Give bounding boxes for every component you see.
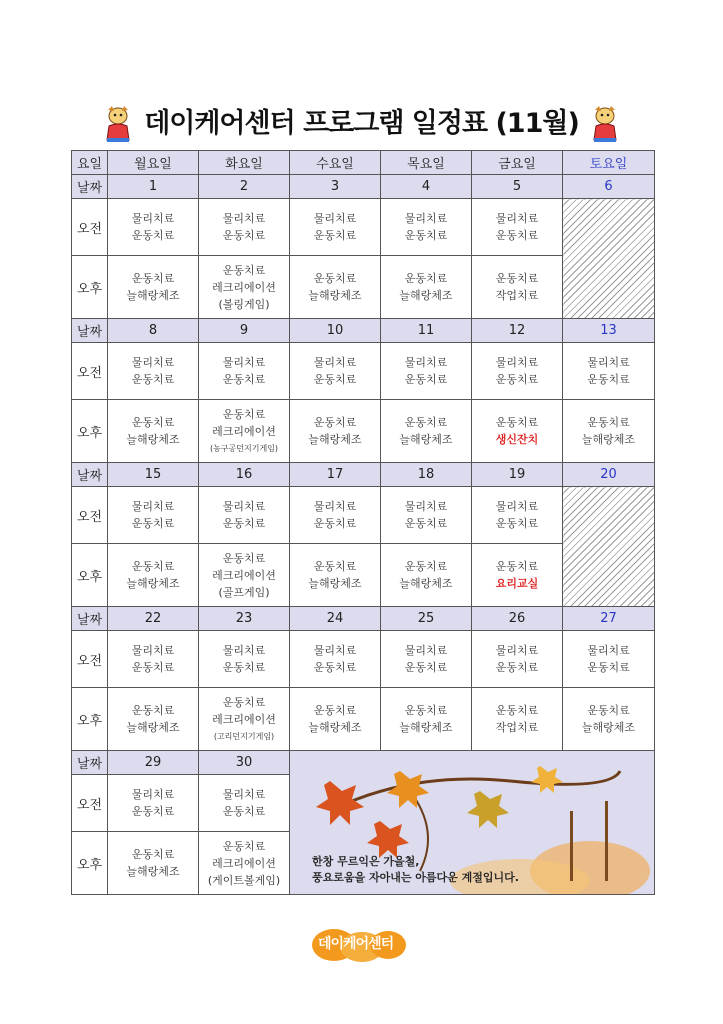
date-cell: 8 bbox=[108, 319, 199, 343]
am-cell bbox=[290, 487, 381, 544]
pm-row-label: 오후 bbox=[72, 688, 108, 751]
date-cell: 25 bbox=[381, 607, 472, 631]
pm-row-label: 오후 bbox=[72, 400, 108, 463]
am-cell bbox=[290, 199, 381, 256]
pm-cell bbox=[290, 544, 381, 607]
date-row bbox=[72, 319, 655, 343]
pm-cell bbox=[108, 544, 199, 607]
activity-list bbox=[199, 786, 289, 820]
activity-list bbox=[472, 498, 562, 532]
activity-item: 운동치료 bbox=[495, 272, 539, 285]
am-cell bbox=[199, 631, 290, 688]
activity-list bbox=[199, 498, 289, 532]
date-cell: 13 bbox=[563, 319, 655, 343]
activity-list bbox=[472, 642, 562, 676]
activity-item: 물리치료 bbox=[313, 500, 357, 513]
date-row-label: 날짜 bbox=[72, 319, 108, 343]
date-cell: 17 bbox=[290, 463, 381, 487]
activity-item: 생신잔치 bbox=[495, 433, 539, 446]
activity-item: 운동치료 bbox=[587, 373, 630, 386]
date-cell: 16 bbox=[199, 463, 290, 487]
activity-item: 운동치료 bbox=[131, 272, 175, 285]
activity-item: 운동치료 bbox=[131, 416, 175, 429]
date-cell: 1 bbox=[108, 175, 199, 199]
activity-item: 운동치료 bbox=[131, 517, 175, 530]
activity-item: 운동치료 bbox=[587, 416, 630, 429]
activity-item: 운동치료 bbox=[222, 517, 266, 530]
activity-item: 운동치료 bbox=[495, 661, 539, 674]
activity-item: 물리치료 bbox=[495, 644, 539, 657]
activity-list bbox=[563, 414, 654, 448]
date-row bbox=[72, 751, 655, 775]
am-cell bbox=[199, 343, 290, 400]
am-row bbox=[72, 199, 655, 256]
pm-cell bbox=[108, 400, 199, 463]
am-cell bbox=[472, 487, 563, 544]
am-cell bbox=[108, 343, 199, 400]
am-cell bbox=[108, 199, 199, 256]
activity-list bbox=[563, 354, 654, 388]
pm-cell bbox=[290, 256, 381, 319]
activity-list bbox=[199, 406, 289, 457]
activity-list bbox=[290, 702, 380, 736]
activity-item: 운동치료 bbox=[587, 704, 630, 717]
activity-list bbox=[108, 558, 198, 592]
activity-item: 늘해랑체조 bbox=[126, 289, 180, 302]
activity-list bbox=[199, 550, 289, 601]
date-cell: 20 bbox=[563, 463, 655, 487]
activity-list bbox=[290, 414, 380, 448]
activity-list bbox=[381, 354, 471, 388]
activity-item: 늘해랑체조 bbox=[126, 577, 180, 590]
activity-list bbox=[199, 354, 289, 388]
activity-list bbox=[381, 270, 471, 304]
activity-item: 운동치료 bbox=[495, 517, 539, 530]
pm-cell bbox=[472, 256, 563, 319]
date-cell: 27 bbox=[563, 607, 655, 631]
date-cell: 15 bbox=[108, 463, 199, 487]
weekday-tue: 화요일 bbox=[199, 151, 290, 175]
activity-list bbox=[108, 702, 198, 736]
activity-item: 운동치료 bbox=[404, 272, 448, 285]
weekday-mon: 월요일 bbox=[108, 151, 199, 175]
am-cell bbox=[290, 343, 381, 400]
activity-item: (볼링게임) bbox=[218, 297, 270, 311]
activity-item: 운동치료 bbox=[404, 661, 448, 674]
schedule-table bbox=[71, 150, 655, 895]
activity-list bbox=[563, 702, 654, 736]
date-cell: 9 bbox=[199, 319, 290, 343]
date-row-label: 날짜 bbox=[72, 751, 108, 775]
activity-list bbox=[563, 642, 654, 676]
am-cell bbox=[472, 199, 563, 256]
activity-list bbox=[472, 270, 562, 304]
photo-caption-line: 풍요로움을 자아내는 아름다운 계절입니다. bbox=[312, 871, 519, 884]
title-bar bbox=[0, 100, 723, 148]
activity-item: 운동치료 bbox=[587, 661, 630, 674]
pm-cell bbox=[472, 544, 563, 607]
date-cell: 26 bbox=[472, 607, 563, 631]
date-cell: 2 bbox=[199, 175, 290, 199]
autumn-illustration bbox=[290, 751, 655, 895]
activity-item: 늘해랑체조 bbox=[399, 577, 453, 590]
closed-day-cell bbox=[563, 199, 655, 319]
activity-item: 물리치료 bbox=[495, 356, 539, 369]
activity-item: 운동치료 bbox=[313, 272, 357, 285]
activity-item: 운동치료 bbox=[222, 695, 266, 709]
activity-item: 작업치료 bbox=[495, 721, 539, 734]
pm-cell bbox=[563, 400, 655, 463]
activity-item: 운동치료 bbox=[495, 229, 539, 242]
activity-list bbox=[472, 558, 562, 592]
activity-item: 늘해랑체조 bbox=[126, 865, 180, 878]
activity-item: 레크리에이션 bbox=[212, 712, 276, 726]
page-title: 데이케어센터 프로그램 일정표 (11월) bbox=[144, 108, 579, 139]
activity-item: 운동치료 bbox=[495, 704, 539, 717]
activity-list bbox=[108, 498, 198, 532]
am-row-label: 오전 bbox=[72, 199, 108, 256]
activity-item: (고리던지기게임) bbox=[213, 731, 275, 741]
activity-list bbox=[381, 642, 471, 676]
activity-item: 늘해랑체조 bbox=[399, 289, 453, 302]
activity-item: 운동치료 bbox=[131, 560, 175, 573]
activity-item: 운동치료 bbox=[313, 560, 357, 573]
am-row-label: 오전 bbox=[72, 775, 108, 832]
activity-list bbox=[108, 270, 198, 304]
activity-item: 물리치료 bbox=[222, 788, 266, 801]
date-cell: 4 bbox=[381, 175, 472, 199]
activity-item: 늘해랑체조 bbox=[126, 721, 180, 734]
activity-item: 물리치료 bbox=[131, 788, 175, 801]
activity-item: 운동치료 bbox=[495, 373, 539, 386]
am-cell bbox=[108, 487, 199, 544]
activity-item: 운동치료 bbox=[222, 263, 266, 277]
pm-cell bbox=[199, 256, 290, 319]
pm-cell bbox=[381, 400, 472, 463]
activity-item: 운동치료 bbox=[131, 848, 175, 861]
activity-item: 물리치료 bbox=[404, 500, 448, 513]
weekday-sat: 토요일 bbox=[563, 151, 655, 175]
activity-item: 운동치료 bbox=[131, 373, 175, 386]
pm-cell bbox=[472, 688, 563, 751]
pm-cell bbox=[290, 688, 381, 751]
activity-item: 물리치료 bbox=[313, 644, 357, 657]
activity-item: 물리치료 bbox=[587, 356, 630, 369]
activity-item: 늘해랑체조 bbox=[581, 433, 636, 446]
weekday-header-row bbox=[72, 151, 655, 175]
activity-item: 운동치료 bbox=[404, 704, 448, 717]
am-cell bbox=[563, 343, 655, 400]
activity-item: 늘해랑체조 bbox=[126, 433, 180, 446]
pm-row-label: 오후 bbox=[72, 544, 108, 607]
activity-list bbox=[290, 642, 380, 676]
activity-list bbox=[108, 786, 198, 820]
am-cell bbox=[563, 631, 655, 688]
activity-item: 운동치료 bbox=[313, 373, 357, 386]
activity-list bbox=[199, 642, 289, 676]
date-cell: 19 bbox=[472, 463, 563, 487]
activity-item: 운동치료 bbox=[131, 805, 175, 818]
logo-text: 데이케어센터 bbox=[318, 936, 394, 952]
weekday-fri: 금요일 bbox=[472, 151, 563, 175]
date-row bbox=[72, 463, 655, 487]
activity-item: (골프게임) bbox=[218, 585, 270, 599]
date-row bbox=[72, 175, 655, 199]
activity-item: 늘해랑체조 bbox=[581, 721, 636, 734]
activity-item: 물리치료 bbox=[131, 500, 175, 513]
activity-item: 작업치료 bbox=[495, 289, 539, 302]
activity-item: 물리치료 bbox=[131, 212, 175, 225]
activity-item: 물리치료 bbox=[222, 500, 266, 513]
am-cell bbox=[108, 775, 199, 832]
weekday-thu: 목요일 bbox=[381, 151, 472, 175]
am-cell bbox=[108, 631, 199, 688]
activity-item: 운동치료 bbox=[313, 416, 357, 429]
date-row-label: 날짜 bbox=[72, 607, 108, 631]
activity-item: 물리치료 bbox=[313, 212, 357, 225]
activity-item: 운동치료 bbox=[131, 661, 175, 674]
activity-list bbox=[108, 642, 198, 676]
activity-item: 운동치료 bbox=[404, 560, 448, 573]
am-cell bbox=[381, 343, 472, 400]
photo-caption bbox=[312, 854, 519, 886]
activity-item: 운동치료 bbox=[222, 407, 266, 421]
activity-item: 물리치료 bbox=[131, 644, 175, 657]
activity-item: 늘해랑체조 bbox=[308, 289, 362, 302]
am-row bbox=[72, 343, 655, 400]
date-row-label: 날짜 bbox=[72, 175, 108, 199]
am-row-label: 오전 bbox=[72, 487, 108, 544]
activity-item: 늘해랑체조 bbox=[308, 721, 362, 734]
am-cell bbox=[472, 631, 563, 688]
activity-list bbox=[381, 414, 471, 448]
pm-row-label: 오후 bbox=[72, 256, 108, 319]
activity-item: 레크리에이션 bbox=[212, 280, 276, 294]
activity-list bbox=[472, 414, 562, 448]
pm-cell bbox=[290, 400, 381, 463]
date-cell: 10 bbox=[290, 319, 381, 343]
date-cell: 12 bbox=[472, 319, 563, 343]
am-cell bbox=[199, 199, 290, 256]
activity-item: 물리치료 bbox=[495, 212, 539, 225]
activity-list bbox=[108, 354, 198, 388]
date-cell: 3 bbox=[290, 175, 381, 199]
date-cell: 6 bbox=[563, 175, 655, 199]
activity-list bbox=[108, 414, 198, 448]
activity-list bbox=[199, 262, 289, 313]
activity-item: 늘해랑체조 bbox=[399, 721, 453, 734]
activity-item: 운동치료 bbox=[404, 229, 448, 242]
activity-list bbox=[381, 210, 471, 244]
activity-item: 운동치료 bbox=[222, 839, 266, 853]
mascot-icon bbox=[101, 104, 135, 144]
date-cell: 23 bbox=[199, 607, 290, 631]
pm-cell bbox=[381, 544, 472, 607]
am-cell bbox=[199, 775, 290, 832]
activity-list bbox=[381, 558, 471, 592]
activity-item: 물리치료 bbox=[495, 500, 539, 513]
am-row bbox=[72, 487, 655, 544]
activity-list bbox=[199, 210, 289, 244]
pm-row-label: 오후 bbox=[72, 832, 108, 895]
activity-list bbox=[290, 210, 380, 244]
activity-item: 레크리에이션 bbox=[212, 424, 276, 438]
date-cell: 22 bbox=[108, 607, 199, 631]
activity-item: 운동치료 bbox=[222, 551, 266, 565]
date-row bbox=[72, 607, 655, 631]
photo-caption-line: 한창 무르익은 가을철, bbox=[312, 855, 420, 868]
activity-item: 운동치료 bbox=[313, 517, 357, 530]
activity-list bbox=[290, 498, 380, 532]
date-cell: 24 bbox=[290, 607, 381, 631]
activity-item: 운동치료 bbox=[222, 805, 266, 818]
activity-list bbox=[381, 702, 471, 736]
activity-item: 운동치료 bbox=[222, 661, 266, 674]
activity-list bbox=[472, 702, 562, 736]
activity-item: 운동치료 bbox=[404, 517, 448, 530]
pm-cell bbox=[108, 256, 199, 319]
pm-cell bbox=[381, 256, 472, 319]
activity-list bbox=[199, 838, 289, 889]
activity-item: 운동치료 bbox=[131, 704, 175, 717]
activity-item: 운동치료 bbox=[495, 560, 539, 573]
activity-item: 운동치료 bbox=[404, 416, 448, 429]
date-cell: 30 bbox=[199, 751, 290, 775]
activity-item: 운동치료 bbox=[404, 373, 448, 386]
activity-item: (게이트볼게임) bbox=[207, 873, 281, 887]
closed-day-cell bbox=[563, 487, 655, 607]
pm-row bbox=[72, 688, 655, 751]
pm-cell bbox=[563, 688, 655, 751]
activity-list bbox=[108, 210, 198, 244]
pm-cell bbox=[381, 688, 472, 751]
pm-cell bbox=[199, 688, 290, 751]
pm-cell bbox=[108, 832, 199, 895]
activity-list bbox=[199, 694, 289, 745]
pm-row bbox=[72, 400, 655, 463]
date-cell: 18 bbox=[381, 463, 472, 487]
am-row-label: 오전 bbox=[72, 631, 108, 688]
am-row-label: 오전 bbox=[72, 343, 108, 400]
activity-item: 운동치료 bbox=[131, 229, 175, 242]
activity-list bbox=[472, 210, 562, 244]
activity-item: 요리교실 bbox=[495, 577, 539, 590]
am-cell bbox=[472, 343, 563, 400]
activity-list bbox=[290, 354, 380, 388]
date-cell: 11 bbox=[381, 319, 472, 343]
pm-cell bbox=[199, 400, 290, 463]
activity-list bbox=[381, 498, 471, 532]
weekday-header-label: 요일 bbox=[72, 151, 108, 175]
activity-item: 물리치료 bbox=[404, 356, 448, 369]
am-row bbox=[72, 631, 655, 688]
activity-item: 레크리에이션 bbox=[212, 856, 276, 870]
activity-item: 운동치료 bbox=[222, 229, 266, 242]
am-cell bbox=[199, 487, 290, 544]
date-row-label: 날짜 bbox=[72, 463, 108, 487]
activity-item: 레크리에이션 bbox=[212, 568, 276, 582]
pm-cell bbox=[199, 832, 290, 895]
activity-item: 물리치료 bbox=[587, 644, 630, 657]
pm-cell bbox=[472, 400, 563, 463]
activity-item: 물리치료 bbox=[222, 212, 266, 225]
activity-list bbox=[290, 270, 380, 304]
activity-item: 물리치료 bbox=[222, 356, 266, 369]
am-cell bbox=[381, 199, 472, 256]
mascot-icon bbox=[588, 104, 622, 144]
weekday-wed: 수요일 bbox=[290, 151, 381, 175]
activity-list bbox=[290, 558, 380, 592]
center-logo bbox=[310, 925, 410, 965]
pm-cell bbox=[199, 544, 290, 607]
activity-item: 물리치료 bbox=[313, 356, 357, 369]
activity-item: 운동치료 bbox=[313, 661, 357, 674]
activity-item: 운동치료 bbox=[222, 373, 266, 386]
pm-cell bbox=[108, 688, 199, 751]
am-cell bbox=[381, 631, 472, 688]
activity-item: 물리치료 bbox=[404, 212, 448, 225]
activity-item: 늘해랑체조 bbox=[399, 433, 453, 446]
activity-item: 늘해랑체조 bbox=[308, 433, 362, 446]
activity-list bbox=[472, 354, 562, 388]
activity-item: (농구공던지기게임) bbox=[209, 443, 279, 453]
date-cell: 5 bbox=[472, 175, 563, 199]
am-cell bbox=[290, 631, 381, 688]
activity-item: 늘해랑체조 bbox=[308, 577, 362, 590]
activity-item: 운동치료 bbox=[495, 416, 539, 429]
activity-list bbox=[108, 846, 198, 880]
activity-item: 운동치료 bbox=[313, 704, 357, 717]
date-cell: 29 bbox=[108, 751, 199, 775]
activity-item: 운동치료 bbox=[313, 229, 357, 242]
activity-item: 물리치료 bbox=[131, 356, 175, 369]
activity-item: 물리치료 bbox=[404, 644, 448, 657]
am-cell bbox=[381, 487, 472, 544]
activity-item: 물리치료 bbox=[222, 644, 266, 657]
